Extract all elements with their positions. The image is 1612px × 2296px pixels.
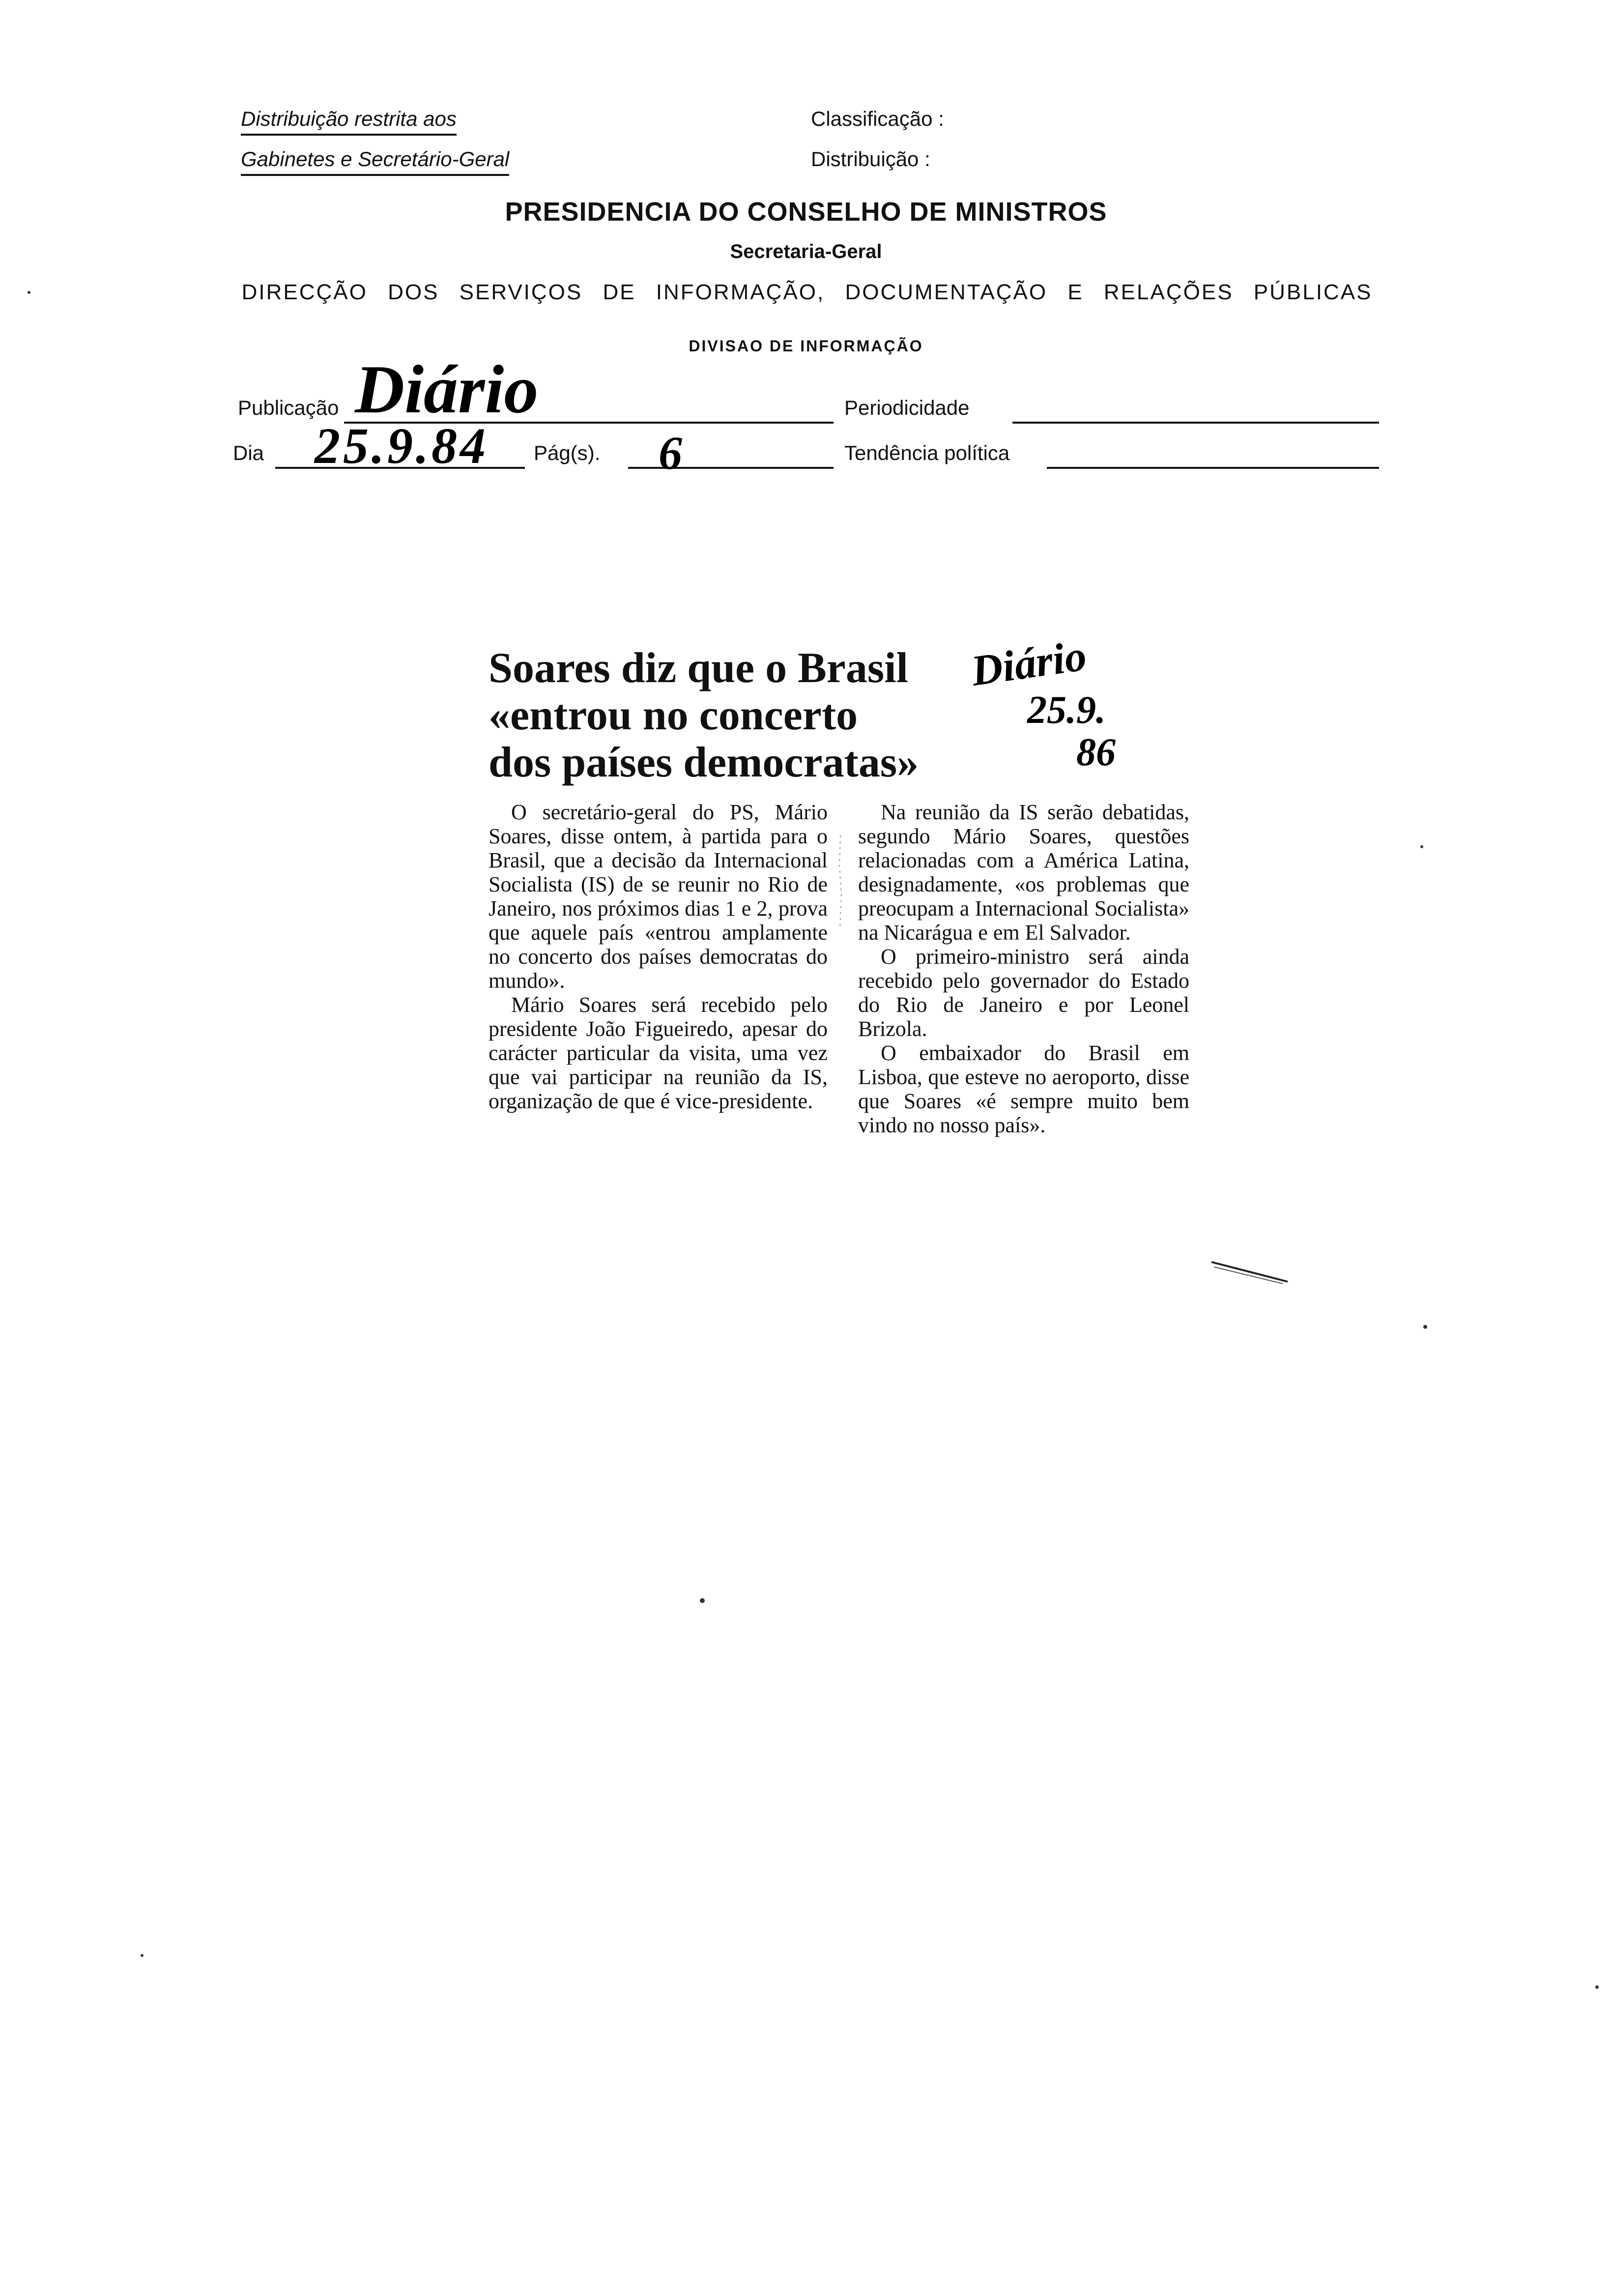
article-col2-paragraph-2: O primeiro-ministro será ainda recebido pelo governador do Estado do Rio de Janeiro e por Leonel Brizola. [858, 945, 1189, 1041]
office-subtitle: Secretaria-Geral [730, 241, 882, 262]
scan-speck [1595, 1985, 1599, 1989]
periodicity-label: Periodicidade [844, 396, 970, 419]
office-title: PRESIDENCIA DO CONSELHO DE MINISTROS [505, 197, 1107, 227]
distribution-label: Distribuição : [811, 147, 930, 171]
political-tendency-label: Tendência política [844, 441, 1010, 464]
clipping-headline-line-2: «entrou no concerto [489, 691, 858, 739]
classification-label: Classificação : [811, 107, 944, 130]
day-label: Dia [233, 441, 264, 464]
article-col2-paragraph-3: O embaixador do Brasil em Lisboa, que esteve no aeroporto, disse que Soares «é sempre muito bem vindo no nosso país». [858, 1041, 1189, 1137]
publication-label: Publicação [238, 396, 339, 419]
political-tendency-underline [1047, 467, 1379, 469]
article-col1-paragraph-2: Mário Soares será recebido pelo presidente João Figueiredo, apesar do carácter particular da visita, uma vez que vai participar na reunião da IS, organização de que é vice-presidente. [489, 993, 828, 1113]
scan-speck [700, 1598, 705, 1603]
clipping-edge-mark [1209, 1258, 1293, 1288]
publication-handwritten-value: Diário [355, 351, 539, 428]
article-col1-paragraph-1: O secretário-geral do PS, Mário Soares, disse ontem, à partida para o Brasil, que a decisão da Internacional Socialista (IS) de se reunir no Rio de Janeiro, nos próximos dias 1 e 2, prova que aquele país «entrou amplamente no concerto dos países democratas do mundo». [489, 800, 828, 993]
clipping-annotation-publication: Diário [968, 632, 1090, 695]
periodicity-underline [1012, 422, 1379, 424]
scan-speck [28, 291, 30, 294]
pages-label: Pág(s). [534, 441, 601, 464]
office-division: DIVISAO DE INFORMAÇÃO [689, 337, 923, 355]
scan-speck [141, 1954, 144, 1957]
article-col2-paragraph-1: Na reunião da IS serão debatidas, segundo Mário Soares, questões relacionadas com a América Latina, designadamente, «os problemas que preocupam a Internacional Socialista» na Nicarágua e em El Salvador. [858, 800, 1189, 945]
day-handwritten-value: 25.9.84 [315, 418, 489, 474]
distribution-offices-line: Gabinetes e Secretário-Geral [241, 147, 509, 176]
office-department: DIRECÇÃO DOS SERVIÇOS DE INFORMAÇÃO, DOCUMENTAÇÃO E RELAÇÕES PÚBLICAS [241, 280, 1373, 304]
scan-speck [1423, 1325, 1427, 1329]
clipping-headline-line-3: dos países democratas» [489, 739, 919, 786]
scan-speck [1420, 845, 1423, 848]
pages-handwritten-value: 6 [659, 427, 682, 479]
clipping-fold-mark [831, 835, 850, 934]
article-column-1 [489, 800, 828, 1113]
clipping-annotation-page: 86 [1076, 731, 1116, 774]
article-column-2 [858, 800, 1189, 1137]
clipping-annotation-date: 25.9. [1027, 689, 1106, 732]
distribution-restricted-line: Distribuição restrita aos [241, 107, 457, 136]
clipping-headline-line-1: Soares diz que o Brasil [489, 644, 909, 692]
